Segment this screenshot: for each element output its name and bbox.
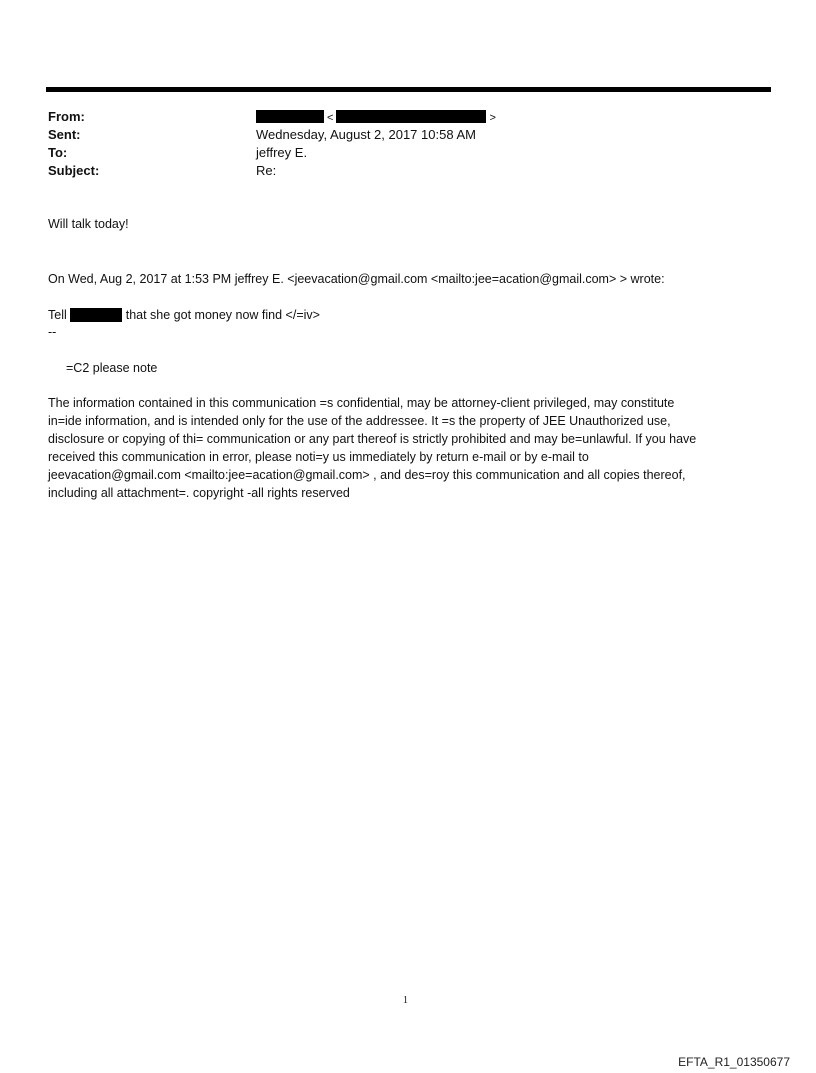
disclaimer-line: The information contained in this communication =s confidential, may be attorney-client privileged, may constitute	[48, 396, 675, 410]
sent-label: Sent:	[48, 127, 81, 142]
quote-header: On Wed, Aug 2, 2017 at 1:53 PM jeffrey E. <jeevacation@gmail.com <mailto:jee=acation@gmail.com> > wrote:	[48, 272, 665, 286]
redacted-sender-email	[336, 110, 486, 123]
redacted-inline-name	[70, 308, 122, 322]
signature-separator: --	[48, 325, 57, 339]
disclaimer-line: in=ide information, and is intended only for the use of the addressee. It =s the property of JEE Unauthorized use,	[48, 414, 671, 428]
to-value: jeffrey E.	[256, 145, 308, 160]
from-close-bracket: >	[489, 112, 496, 124]
from-label: From:	[48, 109, 85, 124]
email-header	[48, 108, 768, 180]
document-id-stamp: EFTA_R1_01350677	[678, 1055, 790, 1069]
subject-value: Re:	[256, 163, 277, 178]
confidentiality-disclaimer	[48, 394, 768, 502]
quoted-message	[48, 306, 768, 324]
tell-suffix: that she got money now find </=iv>	[125, 308, 320, 322]
header-divider-rule	[46, 87, 771, 92]
subject-row	[48, 162, 768, 180]
please-note-line: =C2 please note	[66, 361, 158, 375]
sent-value: Wednesday, August 2, 2017 10:58 AM	[256, 127, 476, 142]
disclaimer-line: disclosure or copying of thi= communication or any part thereof is strictly prohibited and may be=unlawful. If you have	[48, 432, 697, 446]
disclaimer-line: including all attachment=. copyright -all rights reserved	[48, 486, 350, 500]
tell-prefix: Tell	[48, 308, 67, 322]
disclaimer-line: jeevacation@gmail.com <mailto:jee=acation@gmail.com> , and des=roy this communication and all copies thereof,	[48, 468, 686, 482]
from-open-bracket: <	[327, 112, 334, 124]
disclaimer-line: received this communication in error, please noti=y us immediately by return e-mail or by e-mail to	[48, 450, 589, 464]
subject-label: Subject:	[48, 163, 100, 178]
sent-row	[48, 126, 768, 144]
reply-text: Will talk today!	[48, 217, 129, 231]
from-value	[256, 108, 499, 127]
page-number: 1	[403, 995, 408, 1006]
to-row	[48, 144, 768, 162]
redacted-sender-name	[256, 110, 324, 123]
to-label: To:	[48, 145, 68, 160]
from-row	[48, 108, 768, 126]
